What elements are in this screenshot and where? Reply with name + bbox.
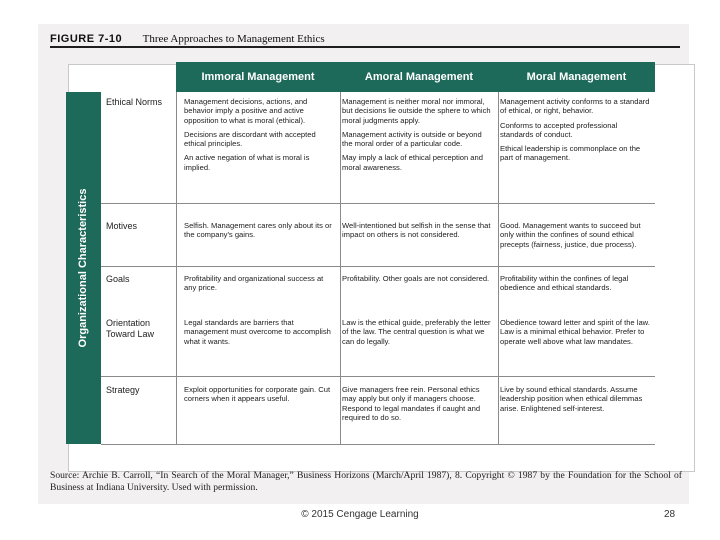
row-divider — [101, 266, 655, 267]
row-divider — [101, 376, 655, 377]
cell-text: Profitability. Other goals are not considered. — [342, 274, 490, 283]
cell-text: May imply a lack of ethical perception and moral awareness. — [342, 153, 483, 172]
cell-orientation-moral — [500, 318, 650, 351]
cell-orientation-immoral — [184, 318, 334, 351]
cell-goals-immoral — [184, 274, 334, 298]
cell-text: Management activity is outside or beyond the moral order of a particular code. — [342, 129, 482, 149]
cell-text: Obedience toward letter and spirit of the law. Law is a minimal ethical behavior. Prefer to operate well above what law mandates. — [500, 318, 650, 346]
cell-strategy-moral — [500, 385, 650, 418]
page-number: 28 — [664, 509, 676, 520]
cell-text: Profitability within the confines of legal obedience and ethical standards. — [500, 274, 629, 293]
cell-ethical-norms-moral — [500, 97, 650, 168]
column-header-immoral: Immoral Management — [201, 71, 315, 83]
cell-ethical-norms-amoral — [342, 97, 494, 177]
column-divider — [498, 92, 499, 444]
cell-text: Well-intentioned but selfish in the sense that impact on others is not considered. — [342, 221, 491, 240]
row-label-goals: Goals — [106, 274, 130, 284]
cell-goals-moral — [500, 274, 650, 298]
cell-text: Ethical leadership is commonplace on the part of management. — [500, 144, 641, 163]
cell-text: Legal standards are barriers that management must overcome to accomplish what it wants. — [184, 318, 331, 346]
cell-orientation-amoral — [342, 318, 494, 351]
cell-text: Management is neither moral nor immoral, but decisions lie outside the sphere to which moral judgments apply. — [342, 97, 491, 125]
row-label-strategy: Strategy — [106, 385, 140, 395]
figure-number: FIGURE 7-10 — [50, 33, 123, 45]
figure-panel — [38, 24, 689, 504]
cell-text: Conforms to accepted professional standards of conduct. — [500, 120, 618, 139]
figure-title: Three Approaches to Management Ethics — [142, 33, 325, 45]
row-divider — [101, 203, 655, 204]
cell-text: Management decisions, actions, and behavior imply a positive and active opposition to what is moral (ethical). — [184, 97, 308, 125]
cell-motives-immoral — [184, 221, 334, 245]
cell-text: Law is the ethical guide, preferably the letter of the law. The central question is what we can do legally. — [342, 318, 491, 346]
cell-text: Decisions are discordant with accepted ethical principles. — [184, 129, 316, 149]
side-label-text: Organizational Characteristics — [77, 188, 89, 348]
figure-header — [50, 29, 680, 43]
cell-ethical-norms-immoral — [184, 97, 334, 177]
cell-text: Selfish. Management cares only about its or the company's gains. — [184, 221, 332, 240]
row-label-motives: Motives — [106, 221, 138, 231]
cell-text: Good. Management wants to succeed but only within the confines of sound ethical precepts (fairness, justice, due process). — [500, 221, 641, 249]
copyright-footer: © 2015 Cengage Learning — [301, 509, 419, 520]
row-divider — [101, 444, 655, 445]
column-header-moral: Moral Management — [526, 71, 627, 83]
cell-text: An active negation of what is moral is implied. — [184, 153, 310, 172]
cell-text: Exploit opportunities for corporate gain. Cut corners when it appears useful. — [184, 385, 331, 404]
column-divider — [176, 92, 177, 444]
cell-goals-amoral — [342, 274, 494, 288]
cell-text: Give managers free rein. Personal ethics may apply but only if managers choose. Respond to legal mandates if caught and required to do so. — [342, 385, 481, 422]
row-label-orientation-toward-law: Orientation Toward Law — [106, 318, 155, 339]
header-rule — [50, 46, 680, 48]
column-divider — [340, 92, 341, 444]
cell-strategy-amoral — [342, 385, 494, 427]
cell-motives-amoral — [342, 221, 494, 245]
source-citation: Source: Archie B. Carroll, “In Search of the Moral Manager,” Business Horizons (March/April 1987), 8. Copyright © 1987 by the Foundation for the School of Business at Indiana University. Used with permission. — [50, 470, 682, 493]
column-header-amoral: Amoral Management — [364, 71, 474, 83]
cell-motives-moral — [500, 221, 650, 254]
cell-text: Profitability and organizational success at any price. — [184, 274, 324, 293]
row-label-ethical-norms: Ethical Norms — [106, 97, 163, 107]
cell-text: Live by sound ethical standards. Assume leadership position when ethical dilemmas arise. Enlightened self-interest. — [500, 385, 643, 413]
cell-text: Management activity conforms to a standard of ethical, or right, behavior. — [500, 97, 650, 116]
cell-strategy-immoral — [184, 385, 334, 409]
